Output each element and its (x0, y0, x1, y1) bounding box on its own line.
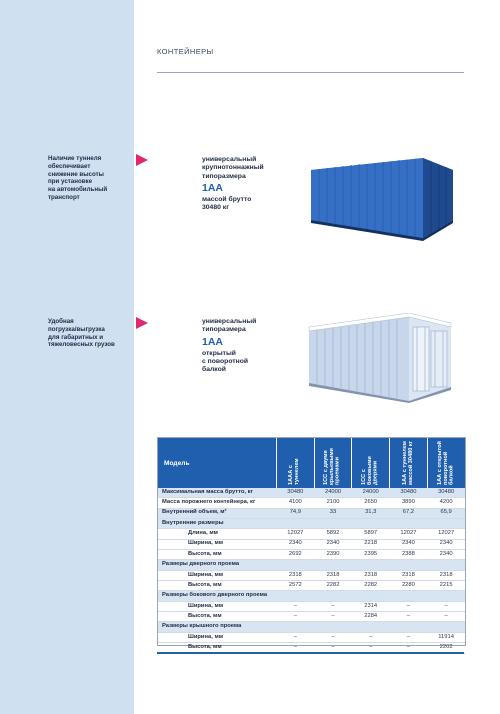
desc-line: открытый (202, 349, 236, 357)
header-divider (157, 72, 464, 73)
container-code: 1АА (202, 182, 224, 195)
desc-line: типоразмера (202, 172, 246, 180)
table-cell: 2340 (427, 550, 465, 560)
table-row (158, 601, 465, 611)
row-label: Размеры бокового дверного проема (158, 591, 465, 601)
table-row (158, 508, 465, 518)
desc-line: универсальный (202, 318, 257, 325)
table-cell: 11914 (427, 632, 465, 642)
blue-container-image (305, 156, 455, 242)
table-cell: 2318 (390, 570, 428, 580)
column-header-label: 1АА с открытой поворотной балкой (436, 441, 455, 485)
container-code: 1АА (202, 335, 224, 348)
table-cell: – (277, 643, 315, 653)
table-cell: 65,9 (427, 508, 465, 518)
table-cell: 31,3 (352, 508, 390, 518)
table-cell: – (314, 601, 352, 611)
table-cell: – (390, 643, 428, 653)
table-cell: – (390, 612, 428, 622)
table-row (158, 498, 465, 508)
table-cell: 24000 (352, 488, 390, 498)
table-cell: 2284 (352, 612, 390, 622)
table-cell: – (277, 601, 315, 611)
note-line: транспорт (48, 193, 80, 201)
column-header (314, 438, 352, 488)
table-cell: 67,2 (390, 508, 428, 518)
specs-table (157, 437, 466, 650)
table-cell: 2340 (314, 539, 352, 549)
table-cell: 2340 (277, 539, 315, 549)
table-cell: 2215 (427, 581, 465, 591)
table-cell: 2340 (390, 539, 428, 549)
row-label: Ширина, мм (158, 632, 277, 642)
row-label: Ширина, мм (158, 539, 277, 549)
desc-line: крупнотоннажный (202, 164, 264, 172)
row-label: Высота, мм (158, 612, 277, 622)
desc-line: балкой (202, 366, 226, 374)
table-row (158, 539, 465, 549)
table-row (158, 488, 465, 498)
column-header (352, 438, 390, 488)
row-label: Размеры крышного проема (158, 622, 465, 632)
table-cell: 12027 (390, 529, 428, 539)
table-group-row (158, 560, 465, 570)
table-cell: 2572 (277, 581, 315, 591)
table-cell: 2318 (314, 570, 352, 580)
row-label: Максимальная масса брутто, кг (158, 488, 277, 498)
row-label: Размеры дверного проема (158, 560, 465, 570)
table-cell: 2390 (314, 550, 352, 560)
column-header (390, 438, 428, 488)
row-label: Внутренний объем, м³ (158, 508, 277, 518)
table-cell: 2100 (314, 498, 352, 508)
model-header: Модель (158, 438, 277, 488)
row-label: Длина, мм (158, 529, 277, 539)
note-line: для габаритных и (48, 333, 104, 341)
note-line: снижение высоты (48, 170, 104, 178)
table-cell: 33 (314, 508, 352, 518)
page-header-title: КОНТЕЙНЕРЫ (157, 47, 214, 56)
desc-line: 30480 кг (202, 204, 230, 212)
table-cell: – (390, 601, 428, 611)
row-label: Высота, мм (158, 581, 277, 591)
table-cell: 2280 (390, 581, 428, 591)
open-top-container-image (305, 313, 455, 403)
row-label: Высота, мм (158, 643, 277, 653)
table-group-row (158, 591, 465, 601)
table-cell: 2314 (352, 601, 390, 611)
table-cell: 5897 (352, 529, 390, 539)
specs-table-body (158, 488, 465, 653)
table-cell: – (314, 643, 352, 653)
table-cell: – (352, 632, 390, 642)
column-header-label: 1АА с туннелем массой 30480 кг (401, 440, 414, 485)
note-line: обеспечивает (48, 162, 91, 170)
note-line: при установке (48, 178, 93, 186)
table-row (158, 632, 465, 642)
table-cell: – (390, 632, 428, 642)
table-row (158, 581, 465, 591)
table-cell: 30480 (427, 488, 465, 498)
desc-line: типоразмера (202, 326, 246, 334)
table-row (158, 612, 465, 622)
row-label: Ширина, мм (158, 570, 277, 580)
desc-line: универсальный (202, 156, 257, 163)
table-cell: 24000 (314, 488, 352, 498)
table-cell: 2318 (427, 570, 465, 580)
table-cell: 2318 (277, 570, 315, 580)
row-label: Внутренние размеры (158, 519, 465, 529)
pink-arrow-marker (136, 317, 148, 329)
table-cell: – (314, 612, 352, 622)
table-cell: 12027 (277, 529, 315, 539)
column-header-label: 1СС с боковыми дверями (360, 456, 379, 485)
container-1aa-description (202, 156, 264, 213)
table-cell: 74,9 (277, 508, 315, 518)
table-cell: 4100 (277, 498, 315, 508)
note-line: тяжеловесных грузов (48, 341, 115, 349)
table-row (158, 570, 465, 580)
open-top-container-description (202, 318, 256, 375)
table-group-row (158, 519, 465, 529)
table-cell: 2650 (352, 498, 390, 508)
table-cell: – (314, 632, 352, 642)
table-cell: 3890 (390, 498, 428, 508)
row-label: Масса порожнего контейнера, кг (158, 498, 277, 508)
pink-arrow-marker (136, 154, 148, 166)
table-cell: 2202 (427, 643, 465, 653)
table-cell: 2395 (352, 550, 390, 560)
column-header-label: 1ААА с туннелем (288, 458, 301, 485)
table-cell: – (352, 643, 390, 653)
table-cell: 2388 (390, 550, 428, 560)
table-cell: – (427, 601, 465, 611)
table-cell: 5892 (314, 529, 352, 539)
table-cell: 2318 (352, 570, 390, 580)
table-row (158, 529, 465, 539)
note-line: на автомобильный (48, 186, 108, 193)
table-cell: 2282 (352, 581, 390, 591)
column-header-label: 1СС с двумя крыльевыми проемами (323, 448, 341, 485)
table-cell: 2218 (352, 539, 390, 549)
table-group-row (158, 622, 465, 632)
note-line: погрузка/выгрузка (48, 325, 105, 333)
bottom-divider (157, 652, 464, 654)
table-cell: – (277, 612, 315, 622)
column-header (277, 438, 315, 488)
desc-line: массой брутто (202, 196, 252, 203)
table-cell: 12027 (427, 529, 465, 539)
table-cell: 2340 (427, 539, 465, 549)
row-label: Ширина, мм (158, 601, 277, 611)
left-sidebar-band (0, 0, 134, 714)
tunnel-feature-note (48, 155, 134, 202)
note-line: Удобная (48, 318, 74, 325)
loading-feature-note (48, 318, 134, 349)
column-header (427, 438, 465, 488)
table-cell: 30480 (390, 488, 428, 498)
table-cell: 4200 (427, 498, 465, 508)
table-cell: – (427, 612, 465, 622)
table-cell: 30480 (277, 488, 315, 498)
desc-line: с поворотной (202, 358, 249, 365)
table-cell: 2282 (314, 581, 352, 591)
table-row (158, 550, 465, 560)
table-cell: 2692 (277, 550, 315, 560)
row-label: Высота, мм (158, 550, 277, 560)
note-line: Наличие туннеля (48, 155, 102, 162)
table-cell: – (277, 632, 315, 642)
